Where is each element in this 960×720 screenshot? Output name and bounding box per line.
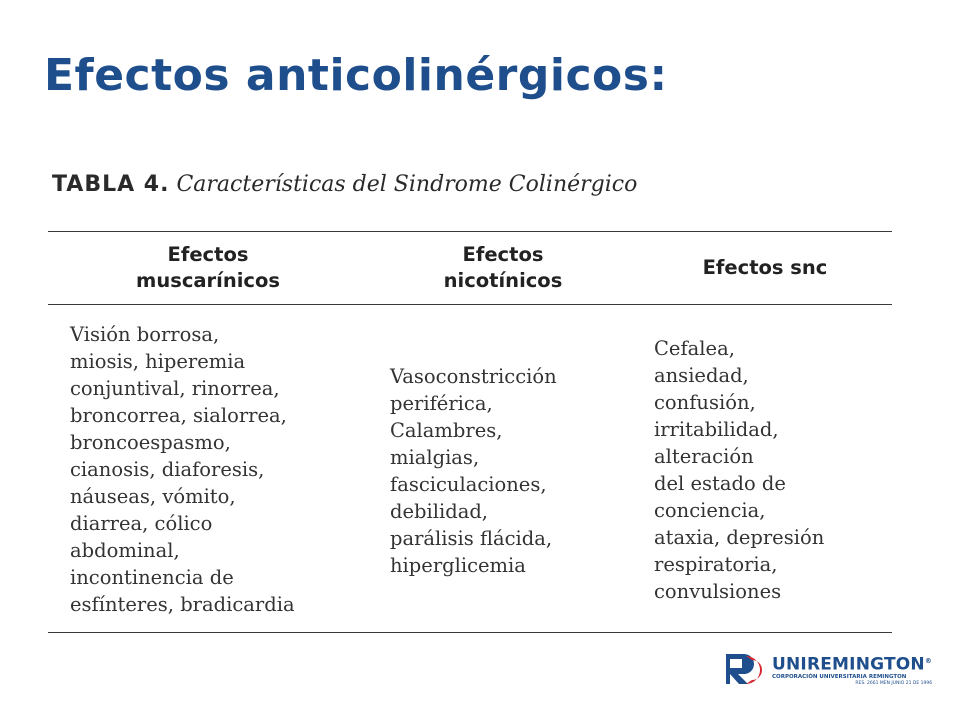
header-muscarinic xyxy=(48,232,368,304)
header-nicotinic xyxy=(368,232,638,304)
cell-cns-effects: Cefalea, ansiedad, confusión, irritabilidad, alteración del estado de conciencia, ataxia, depresión respiratoria, convulsiones xyxy=(654,337,825,603)
logo-text-block xyxy=(772,652,932,687)
logo-name-text: UNIREMINGTON xyxy=(772,654,925,675)
table-caption-text: Características del Sindrome Colinérgico xyxy=(176,172,638,197)
logo-registered-mark: ® xyxy=(924,657,933,665)
header-cns xyxy=(638,232,892,304)
header-nicotinic-text: Efectos nicotínicos xyxy=(443,243,563,292)
logo-resolution: RES. 2661 MEN JUNIO 21 DE 1996 xyxy=(855,680,933,686)
table-body-row xyxy=(48,305,892,632)
logo-subtitle: CORPORACIÓN UNIVERSITARIA REMINGTON xyxy=(772,673,907,680)
cell-nicotinic-effects: Vasoconstricción periférica, Calambres, mialgias, fasciculaciones, debilidad, parálisis flácida, hiperglicemia xyxy=(390,365,557,577)
table-header-row xyxy=(48,232,892,304)
uniremington-logo xyxy=(724,652,932,687)
table-caption xyxy=(52,172,637,197)
slide-title: Efectos anticolinérgicos: xyxy=(44,50,668,101)
header-cns-text: Efectos snc xyxy=(702,256,828,279)
table-bottom-rule xyxy=(48,632,892,633)
logo-name xyxy=(772,652,932,674)
cell-muscarinic-effects: Visión borrosa, miosis, hiperemia conjuntival, rinorrea, broncorrea, sialorrea, broncoespasmo, cianosis, diaforesis, náuseas, vómito, diarrea, cólico abdominal, incontinencia de esfínteres, bradicardia xyxy=(70,323,295,616)
table-caption-label: TABLA 4. xyxy=(52,172,170,197)
syndrome-table xyxy=(48,231,892,633)
uniremington-emblem-icon xyxy=(724,652,766,686)
header-muscarinic-text: Efectos muscarínicos xyxy=(136,243,280,292)
